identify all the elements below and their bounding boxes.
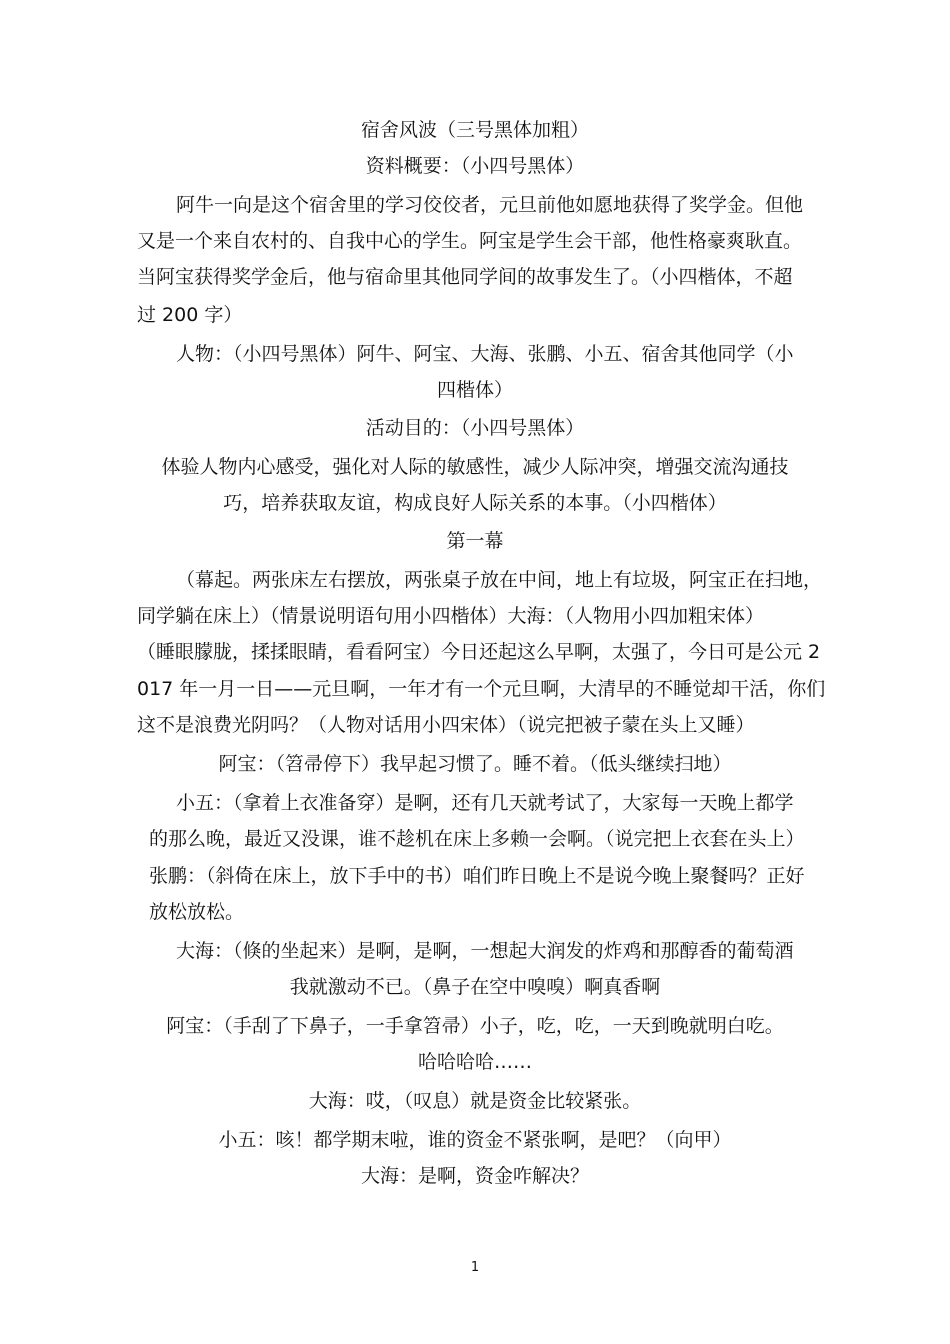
- scene-line: （幕起。两张床左右摆放，两张桌子放在中间，地上有垃圾，阿宝正在扫地，: [176, 569, 823, 591]
- summary-heading: 资料概要：（小四号黑体）: [365, 155, 585, 177]
- purpose-heading: 活动目的：（小四号黑体）: [365, 417, 585, 439]
- dialogue-line: 大海：哎，（叹息）就是资金比较紧张。: [308, 1090, 642, 1112]
- summary-line: 阿牛一向是这个宿舍里的学习佼佼者，元旦前他如愿地获得了奖学金。但他: [176, 194, 804, 216]
- dialogue-line: 阿宝：（笤帚停下）我早起习惯了。睡不着。（低头继续扫地）: [218, 753, 732, 775]
- scene-line: 这不是浪费光阴吗？（人物对话用小四宋体）（说完把被子蒙在头上又睡）: [137, 714, 755, 736]
- summary-line: 当阿宝获得奖学金后，他与宿命里其他同学间的故事发生了。（小四楷体，不超: [137, 266, 793, 288]
- characters-line: 四楷体）: [436, 379, 513, 401]
- summary-line: 过 200 字）: [137, 304, 243, 326]
- document-title: 宿舍风波（三号黑体加粗）: [360, 119, 589, 141]
- dialogue-line: 哈哈哈哈……: [417, 1051, 532, 1073]
- purpose-line: 体验人物内心感受，强化对人际的敏感性，减少人际冲突，增强交流沟通技: [161, 456, 789, 478]
- summary-line: 又是一个来自农村的、自我中心的学生。阿宝是学生会干部，他性格豪爽耿直。: [137, 230, 803, 252]
- dialogue-line: 我就激动不已。（鼻子在空中嗅嗅）啊真香啊: [289, 976, 661, 998]
- characters-line: 人物：（小四号黑体）阿牛、阿宝、大海、张鹏、小五、宿舍其他同学（小: [176, 343, 794, 365]
- dialogue-line: 的那么晚，最近又没课，谁不趁机在床上多赖一会啊。（说完把上衣套在头上）: [149, 828, 805, 850]
- dialogue-line: 大海：（倏的坐起来）是啊，是啊，一想起大润发的炸鸡和那醇香的葡萄酒: [176, 940, 794, 962]
- dialogue-line: 小五：咳！都学期末啦，谁的资金不紧张啊，是吧？（向甲）: [218, 1129, 732, 1151]
- scene-line: 017 年一月一日——元旦啊，一年才有一个元旦啊，大清早的不睡觉却干活，你们: [137, 678, 826, 700]
- scene-line: 同学躺在床上）（情景说明语句用小四楷体）大海：（人物用小四加粗宋体）: [137, 605, 765, 627]
- act-heading: 第一幕: [446, 530, 504, 552]
- dialogue-line: 大海：是啊，资金咋解决？: [360, 1165, 589, 1187]
- dialogue-line: 阿宝：（手刮了下鼻子，一手拿笤帚）小子，吃，吃，一天到晚就明白吃。: [166, 1015, 784, 1037]
- dialogue-line: 小五：（拿着上衣准备穿）是啊，还有几天就考试了，大家每一天晚上都学: [176, 792, 794, 814]
- page-number: 1: [470, 1260, 480, 1275]
- purpose-line: 巧，培养获取友谊，构成良好人际关系的本事。（小四楷体）: [223, 492, 727, 514]
- dialogue-line: 张鹏：（斜倚在床上，放下手中的书）咱们昨日晚上不是说今晚上聚餐吗？正好: [149, 865, 805, 887]
- scene-line: （睡眼朦胧，揉揉眼睛，看看阿宝）今日还起这么早啊，太强了，今日可是公元 2: [137, 641, 821, 663]
- dialogue-line: 放松放松。: [149, 901, 245, 923]
